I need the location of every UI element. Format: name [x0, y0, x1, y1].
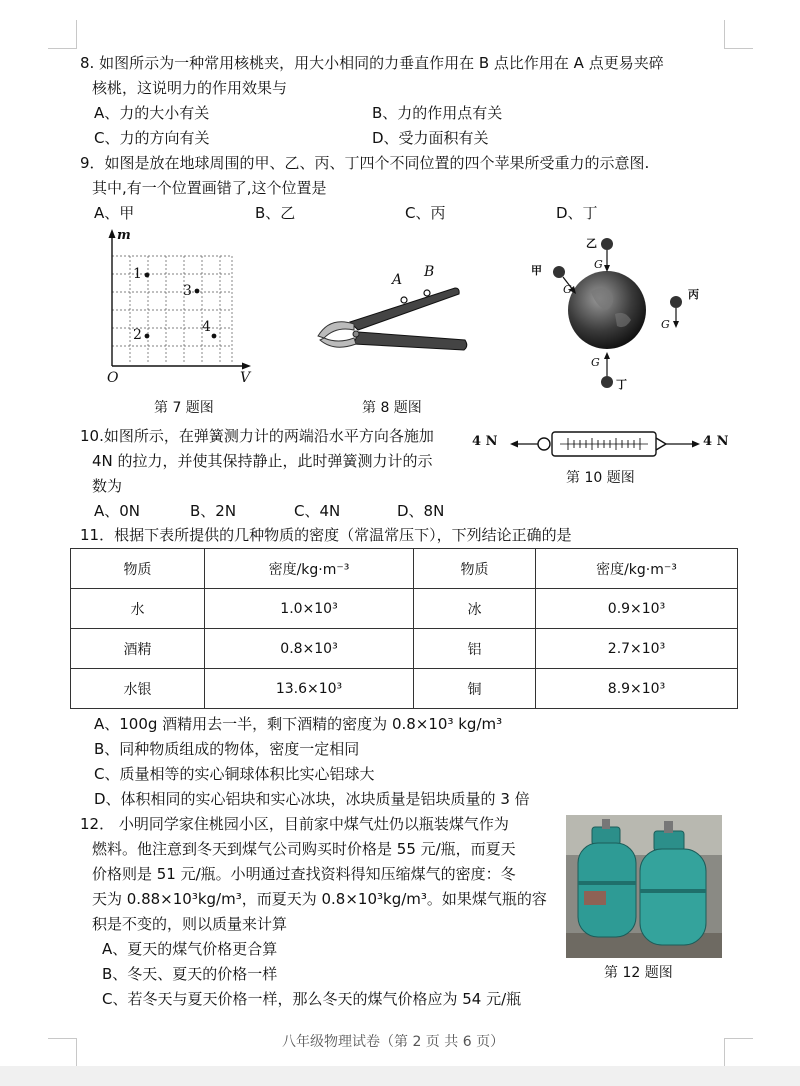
q9-stem-line1: 9．如图是放在地球周围的甲、乙、丙、丁四个不同位置的四个苹果所受重力的示意图. — [80, 154, 650, 172]
fig8-point-a — [401, 297, 407, 303]
fig8-point-b — [424, 290, 430, 296]
fig9-g-label-jia: G — [563, 283, 572, 296]
table-header-cell: 密度/kg·m⁻³ — [536, 549, 738, 589]
table-cell: 13.6×10³ — [205, 669, 414, 709]
fig7-point-label-4: 4 — [202, 319, 211, 335]
q9-option-c: C、丙 — [405, 204, 446, 222]
corner-mark-top-right — [724, 20, 753, 49]
fig9-g-label-ding: G — [591, 356, 600, 369]
table-row — [71, 629, 738, 669]
q10-option-c: C、4N — [294, 502, 341, 520]
fig8-handle-upper — [350, 288, 459, 330]
table-header-cell: 物质 — [414, 549, 536, 589]
q8-stem-line1: 8. 如图所示为一种常用核桃夹，用大小相同的力垂直作用在 B 点比作用在 A 点更易夹碎 — [80, 54, 664, 72]
fig10-right-hook — [656, 438, 666, 450]
fig7-point-4 — [212, 334, 217, 339]
fig9-g-label-yi: G — [594, 258, 603, 271]
q12-option-a: A、夏天的煤气价格更合算 — [102, 940, 278, 958]
fig9-apple-jia — [553, 266, 565, 278]
corner-mark-top-left — [48, 20, 77, 49]
table-cell: 1.0×10³ — [205, 589, 414, 629]
q11-option-b: B、同种物质组成的物体，密度一定相同 — [94, 740, 360, 758]
table-cell: 水 — [71, 589, 205, 629]
bottom-shade — [0, 1066, 800, 1086]
q11-option-d: D、体积相同的实心铝块和实心冰块，冰块质量是铝块质量的 3 倍 — [94, 790, 530, 808]
table-cell: 铝 — [414, 629, 536, 669]
fig9-g-label-bing: G — [661, 318, 670, 331]
q9-stem-line2: 其中,有一个位置画错了,这个位置是 — [92, 179, 327, 197]
fig9-earth-apples-image — [525, 230, 705, 405]
table-cell: 0.9×10³ — [536, 589, 738, 629]
fig10-spring-scale-image — [508, 428, 708, 460]
q9-option-d: D、丁 — [556, 204, 598, 222]
fig9-label-bing: 丙 — [688, 288, 699, 301]
fig8-caption: 第 8 题图 — [362, 400, 422, 416]
q10-option-a: A、0N — [94, 502, 141, 520]
fig7-x-axis-arrow — [242, 363, 251, 370]
q12-stem-line5: 积是不变的，则以质量来计算 — [92, 915, 288, 933]
fig8-handle-lower — [354, 332, 467, 350]
fig8-label-a: A — [392, 272, 403, 288]
fig10-caption: 第 10 题图 — [566, 470, 635, 486]
fig7-point-2 — [145, 334, 150, 339]
fig7-point-3 — [195, 289, 200, 294]
table-header-cell: 物质 — [71, 549, 205, 589]
table-cell: 冰 — [414, 589, 536, 629]
q10-option-d: D、8N — [397, 502, 445, 520]
fig7-caption: 第 7 题图 — [154, 400, 214, 416]
q12-option-c: C、若冬天与夏天价格一样，那么冬天的煤气价格应为 54 元/瓶 — [102, 990, 522, 1008]
q10-option-b: B、2N — [190, 502, 237, 520]
table-cell: 8.9×10³ — [536, 669, 738, 709]
fig9-apple-bing — [670, 296, 682, 308]
q12-stem-line1: 12． 小明同学家住桃园小区，目前家中煤气灶仍以瓶装煤气作为 — [80, 815, 509, 833]
fig7-mv-graph — [95, 226, 265, 394]
q11-option-a: A、100g 酒精用去一半，剩下酒精的密度为 0.8×10³ kg/m³ — [94, 715, 503, 733]
fig12-gas-cylinders-photo — [566, 815, 722, 958]
fig9-label-ding: 丁 — [616, 378, 627, 391]
table-cell: 酒精 — [71, 629, 205, 669]
q11-stem: 11．根据下表所提供的几种物质的密度（常温常压下），下列结论正确的是 — [80, 526, 572, 544]
fig12-caption: 第 12 题图 — [604, 965, 673, 981]
q8-option-d: D、受力面积有关 — [372, 129, 489, 147]
page-footer: 八年级物理试卷（第 2 页 共 6 页） — [282, 1034, 505, 1050]
corner-mark-bottom-left — [48, 1038, 77, 1067]
table-cell: 2.7×10³ — [536, 629, 738, 669]
fig7-point-label-3: 3 — [183, 283, 192, 299]
fig7-point-label-1: 1 — [133, 266, 142, 282]
fig8-jaw-lower — [320, 338, 356, 347]
fig7-grid — [112, 256, 232, 364]
q9-option-a: A、甲 — [94, 204, 135, 222]
fig10-left-ring — [538, 438, 550, 450]
fig7-y-axis-label: m — [117, 228, 131, 243]
table-cell: 铜 — [414, 669, 536, 709]
table-header-row — [71, 549, 738, 589]
fig9-label-yi: 乙 — [586, 237, 597, 250]
fig7-x-axis-label: V — [240, 370, 251, 386]
q12-stem-line2: 燃料。他注意到冬天到煤气公司购买时价格是 55 元/瓶，而夏天 — [92, 840, 516, 858]
fig8-jaw-upper — [318, 322, 354, 338]
table-row — [71, 589, 738, 629]
fig8-label-b: B — [424, 264, 435, 280]
q12-option-b: B、冬天、夏天的价格一样 — [102, 965, 278, 983]
q8-option-a: A、力的大小有关 — [94, 104, 210, 122]
fig8-pivot — [353, 331, 359, 337]
q12-stem-line4: 天为 0.88×10³kg/m³，而夏天为 0.8×10³kg/m³。如果煤气瓶的容 — [92, 890, 547, 908]
fig9-label-jia: 甲 — [531, 264, 542, 277]
table-row — [71, 669, 738, 709]
fig10-force-right-label: 4 N — [703, 434, 729, 449]
fig7-point-1 — [145, 273, 150, 278]
q9-option-b: B、乙 — [255, 204, 296, 222]
fig9-apple-yi — [601, 238, 613, 250]
table-cell: 0.8×10³ — [205, 629, 414, 669]
fig7-origin-label: O — [107, 370, 119, 386]
q10-stem-line2: 4N 的拉力，并使其保持静止，此时弹簧测力计的示 — [92, 452, 433, 470]
q10-stem-line1: 10.如图所示，在弹簧测力计的两端沿水平方向各施加 — [80, 427, 434, 445]
fig10-force-left-label: 4 N — [472, 434, 498, 449]
corner-mark-bottom-right — [724, 1038, 753, 1067]
q11-option-c: C、质量相等的实心铜球体积比实心铝球大 — [94, 765, 375, 783]
q12-stem-line3: 价格则是 51 元/瓶。小明通过查找资料得知压缩煤气的密度：冬 — [92, 865, 516, 883]
q8-stem-line2: 核桃，这说明力的作用效果与 — [92, 79, 288, 97]
fig7-y-axis-arrow — [109, 229, 116, 238]
table-header-cell: 密度/kg·m⁻³ — [205, 549, 414, 589]
fig7-point-label-2: 2 — [133, 327, 142, 343]
q10-stem-line3: 数为 — [92, 477, 123, 495]
q8-option-b: B、力的作用点有关 — [372, 104, 503, 122]
density-table — [70, 548, 738, 709]
fig9-apple-ding — [601, 376, 613, 388]
q8-option-c: C、力的方向有关 — [94, 129, 210, 147]
table-cell: 水银 — [71, 669, 205, 709]
